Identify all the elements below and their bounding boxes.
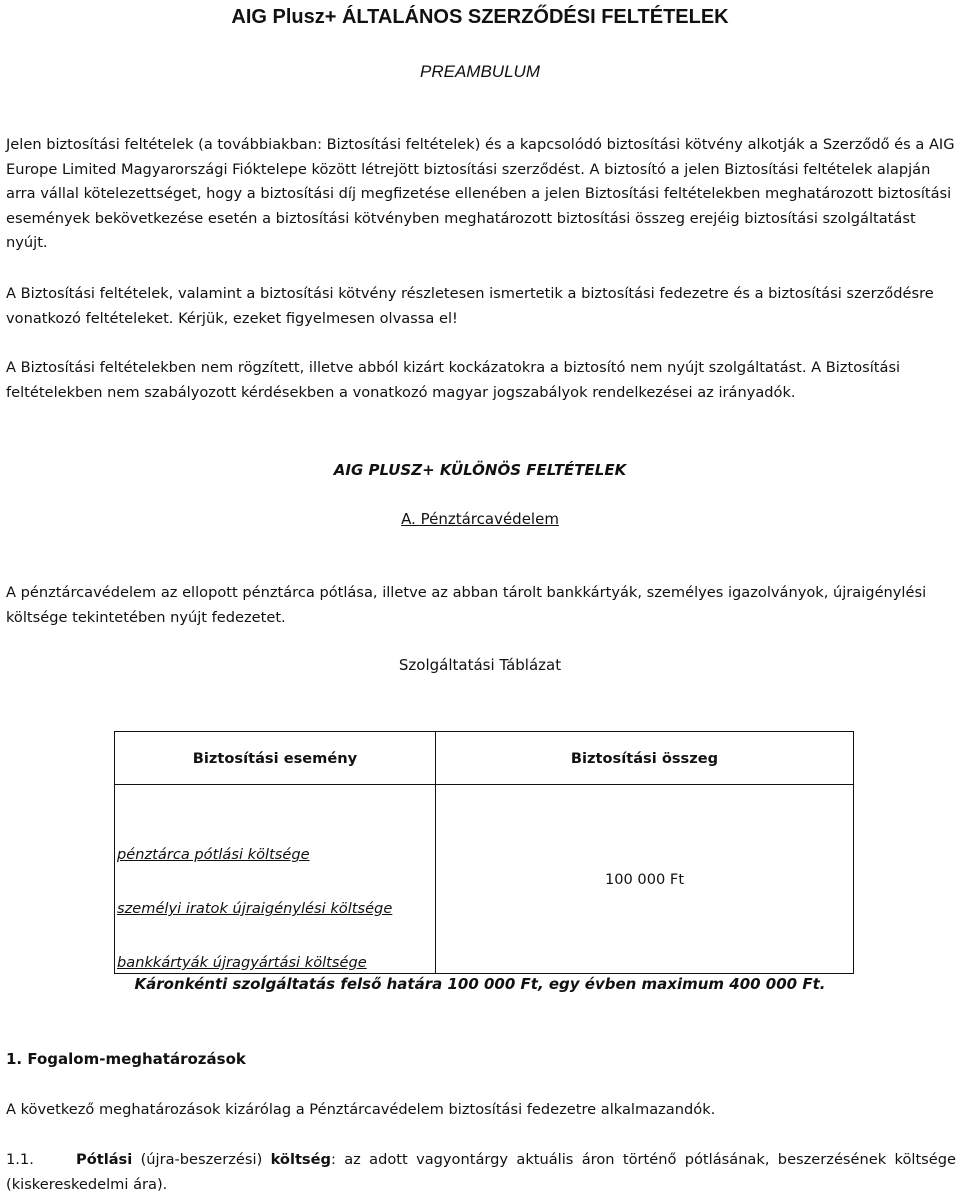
definition-term-mid: (újra-beszerzési) xyxy=(132,1151,271,1168)
header-insured-event: Biztosítási esemény xyxy=(115,732,436,785)
definition-item xyxy=(6,1148,956,1197)
maximum-benefit-note: Káronkénti szolgáltatás felső határa 100 000 Ft, egy évben maximum 400 000 Ft. xyxy=(134,975,826,993)
event-item-label: pénztárca pótlási költsége xyxy=(117,846,310,863)
paragraph-intro: Jelen biztosítási feltételek (a továbbiakban: Biztosítási feltételek) és a kapcsolódó biztosítási kötvény alkotják a Szerződő és a AIG Europe Limited Magyarországi Fióktelepe között létrejött biztosítási szerződést. A biztosító a jelen Biztosítási feltételek alapján arra vállal kötelezettséget, hogy a biztosítási díj megfizetése ellenében a jelen Biztosítási feltételekben meghatározott biztosítási események bekövetkezése esetén a biztosítási kötvényben meghatározott biztosítási összeg erejéig biztosítási szolgáltatást nyújt. xyxy=(6,136,955,251)
event-item-wallet xyxy=(115,811,435,865)
special-conditions-title: AIG PLUSZ+ KÜLÖNÖS FELTÉTELEK xyxy=(333,461,627,479)
service-table-title: Szolgáltatási Táblázat xyxy=(398,656,562,674)
event-item-documents xyxy=(115,865,435,919)
paragraph-read-carefully: A Biztosítási feltételek, valamint a biztosítási kötvény részletesen ismertetik a biztosítási fedezetre és a biztosítási szerződésre vonatkozó feltételeket. Kérjük, ezeket figyelmesen olvassa el! xyxy=(6,285,934,327)
document-title: AIG Plusz+ ÁLTALÁNOS SZERZŐDÉSI FELTÉTELEK xyxy=(231,6,729,28)
definition-number: 1.1. xyxy=(6,1151,34,1168)
table-row xyxy=(115,785,854,974)
event-item-label: bankkártyák újragyártási költsége xyxy=(117,954,367,971)
section-title-wallet-protection: A. Pénztárcavédelem xyxy=(401,510,559,528)
event-item-label: személyi iratok újraigénylési költsége xyxy=(117,900,393,917)
definitions-heading: 1. Fogalom-meghatározások xyxy=(6,1050,246,1068)
event-list-cell xyxy=(115,785,436,974)
definition-term-2: költség xyxy=(270,1151,331,1168)
service-table xyxy=(114,731,854,974)
paragraph-exclusions: A Biztosítási feltételekben nem rögzített, illetve abból kizárt kockázatokra a biztosító nem nyújt szolgáltatást. A Biztosítási feltételekben nem szabályozott kérdésekben a vonatkozó magyar jogszabályok rendelkezései az irányadók. xyxy=(6,359,901,401)
definitions-intro: A következő meghatározások kizárólag a Pénztárcavédelem biztosítási fedezetre alkalmazandók. xyxy=(6,1101,716,1118)
definition-term: Pótlási xyxy=(76,1151,133,1168)
header-insured-amount: Biztosítási összeg xyxy=(436,732,854,785)
definition-text: : az adott vagyontárgy aktuális áron történő pótlásának, beszerzésének költsége (kiskereskedelmi ára). xyxy=(6,1151,956,1193)
table-header-row xyxy=(115,732,854,785)
preamble-heading: PREAMBULUM xyxy=(420,62,540,81)
amount-cell: 100 000 Ft xyxy=(436,785,854,974)
event-item-cards xyxy=(115,919,435,973)
paragraph-wallet-coverage: A pénztárcavédelem az ellopott pénztárca pótlása, illetve az abban tárolt bankkártyák, személyes igazolványok, újraigénylési költsége tekintetében nyújt fedezetet. xyxy=(6,584,927,626)
